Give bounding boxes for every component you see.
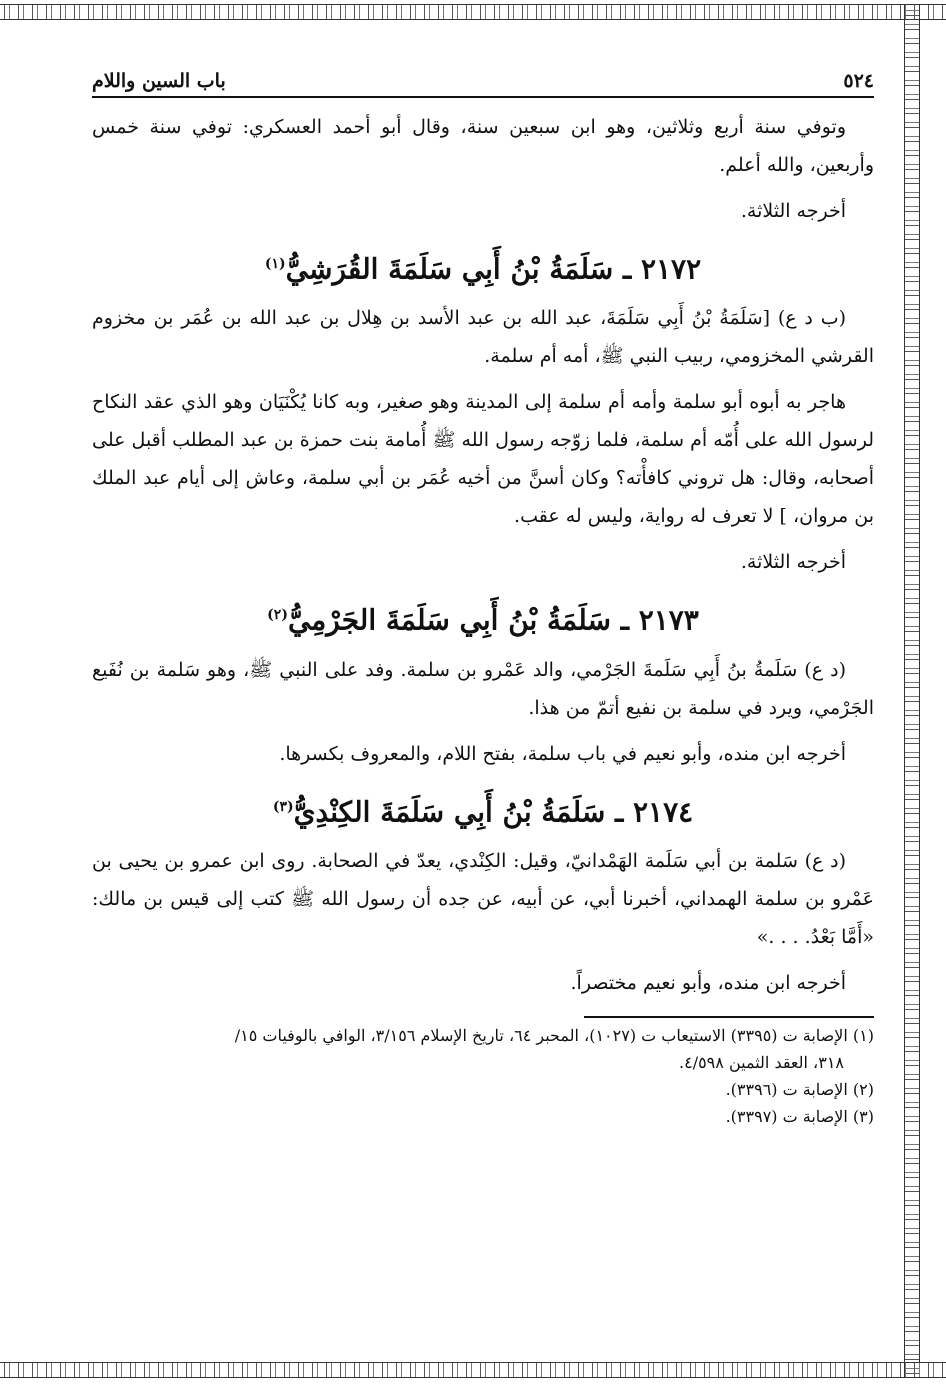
paragraph: وتوفي سنة أربع وثلاثين، وهو ابن سبعين سنة، وقال أبو أحمد العسكري: توفي سنة خمس وأربعين، والله أعلم. xyxy=(92,116,874,176)
entry-heading-text: ٢١٧٣ ـ سَلَمَةُ بْنُ أَبِي سَلَمَةَ الجَرْمِيُّ xyxy=(287,603,699,637)
paragraph: هاجر به أبوه أبو سلمة وأمه أم سلمة إلى المدينة وهو صغير، وبه كانا يُكْنَيَان وهو الذي عقد النكاح لرسول الله على أُمّه أم سلمة، فلما زوّجه رسول الله ﷺ أُمامة بنت حمزة بن عبد المطلب أقبل على أصحابه، وقال: هل تروني كافأْته؟ وكان أسنَّ من أخيه عُمَر بن أبي سلمة، وعاش إلى أيام عبد الملك بن مروان، ] لا تعرف له رواية، وليس له عقب. xyxy=(92,391,874,528)
entry-heading-2173 xyxy=(92,595,874,640)
entry-heading-2174 xyxy=(92,787,874,832)
page-border-right xyxy=(904,4,920,1378)
chapter-title: باب السين واللام xyxy=(92,70,226,92)
footnote-1: (١) الإصابة ت (٣٣٩٥) الاستيعاب ت (١٠٢٧)، المحبر ٦٤، تاريخ الإسلام ٣/١٥٦، الوافي بالوفيات ١٥/ xyxy=(234,1025,874,1045)
page-number: ٥٢٤ xyxy=(843,70,874,92)
attribution-line: أخرجه ابن منده، وأبو نعيم مختصراً. xyxy=(570,971,846,994)
footnote-ref: (١) xyxy=(264,256,286,272)
entry-heading-2172 xyxy=(92,244,874,289)
footnote-2: (٢) الإصابة ت (٣٣٩٦). xyxy=(725,1079,874,1099)
footnote-1-continued: ٣١٨، العقد الثمين ٤/٥٩٨. xyxy=(679,1052,844,1072)
attribution-line: أخرجه الثلاثة. xyxy=(740,551,846,574)
page-border-bottom xyxy=(0,1362,946,1378)
book-page xyxy=(92,70,874,1130)
footnote-ref: (٣) xyxy=(272,798,294,815)
entry-heading-text: ٢١٧٤ ـ سَلَمَةُ بْنُ أَبِي سَلَمَةَ الكِنْدِيُّ xyxy=(293,794,694,828)
footnote-ref: (٢) xyxy=(267,607,288,624)
paragraph: (د ع) سَلمة بن أبي سَلَمة الهَمْدانيّ، وقيل: الكِنْدي، يعدّ في الصحابة. روى ابن عمرو بن يحيى بن عَمْرو بن سلمة الهمداني، أخبرنا أبي، عن أبيه، عن جده أن رسول الله ﷺ كتب إلى قيس بن مالك: «أَمَّا بَعْدُ. . . .» xyxy=(92,849,874,948)
paragraph: (د ع) سَلَمةُ بنُ أَبِي سَلَمةَ الجَرْمي، والد عَمْرو بن سلمة. وفد على النبي ﷺ، وهو سَلمة بن نُفَيع الجَرْمي، ويرد في سلمة بن نفيع أتمّ من هذا. xyxy=(92,658,874,719)
entry-heading-text: ٢١٧٢ ـ سَلَمَةُ بْنُ أَبِي سَلَمَةَ القُرَشِيُّ xyxy=(285,252,702,286)
attribution-line: أخرجه الثلاثة. xyxy=(740,200,846,222)
footnote-divider xyxy=(584,1016,874,1018)
attribution-line: أخرجه ابن منده، وأبو نعيم في باب سلمة، بفتح اللام، والمعروف بكسرها. xyxy=(279,742,846,765)
running-header xyxy=(92,70,874,98)
footnote-3: (٣) الإصابة ت (٣٣٩٧). xyxy=(725,1106,874,1126)
page-border-top xyxy=(0,4,946,20)
paragraph: (ب د ع) [سَلَمَةُ بْنُ أَبِي سَلَمَةَ، عبد الله بن عبد الأسد بن هِلال بن عبد الله بن عُمَر بن مخزوم القرشي المخزومي، ربيب النبي ﷺ، أمه أم سلمة. xyxy=(92,307,874,368)
